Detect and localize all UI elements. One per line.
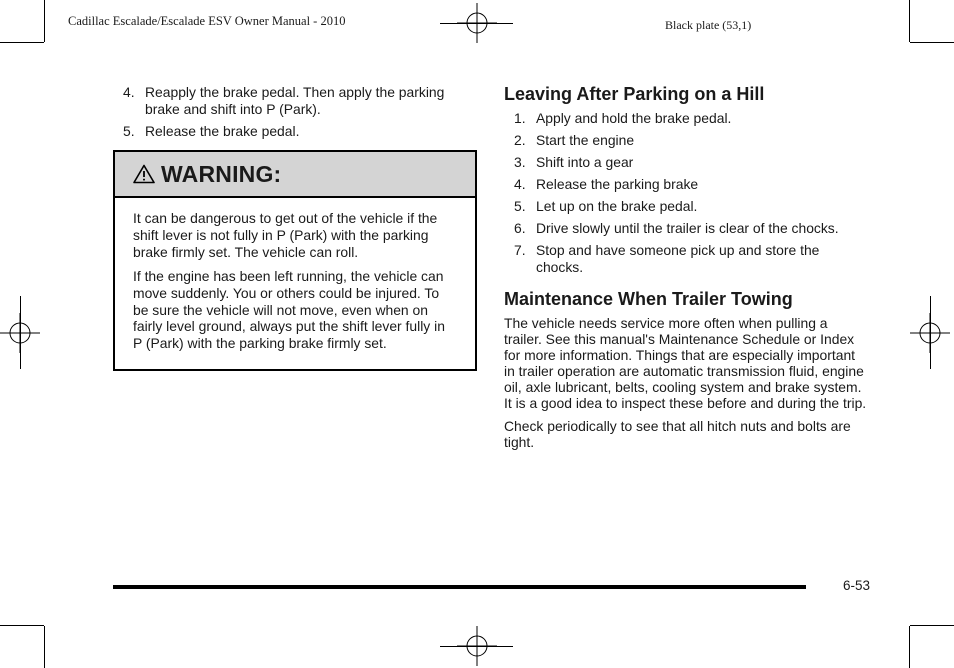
warning-box bbox=[113, 150, 477, 371]
step-number: 7. bbox=[514, 242, 526, 258]
crop-mark-br-h bbox=[910, 625, 954, 626]
left-column bbox=[113, 84, 477, 371]
list-item bbox=[504, 154, 869, 171]
crosshair-left-extension bbox=[20, 296, 21, 369]
crosshair-bottom-extension bbox=[440, 646, 513, 647]
list-item bbox=[504, 132, 869, 149]
page-number: 6-53 bbox=[843, 578, 871, 593]
list-item bbox=[504, 110, 869, 127]
warning-triangle-icon bbox=[133, 164, 155, 184]
crop-mark-bl-v bbox=[44, 626, 45, 668]
step-text: Start the engine bbox=[536, 132, 635, 148]
list-item bbox=[504, 198, 869, 215]
step-number: 1. bbox=[514, 110, 526, 126]
step-text: Release the brake pedal. bbox=[145, 122, 300, 139]
step-number: 6. bbox=[514, 220, 526, 236]
body-paragraph: The vehicle needs service more often when pulling a trailer. See this manual's Maintenance Schedule or Index for more information. Things that are especially important in trailer operation are automatic transmission fluid, engine oil, axle lubricant, belts, cooling system and brake system. It is a good idea to inspect these before and during the trip. bbox=[504, 315, 867, 411]
crop-mark-br-v bbox=[909, 626, 910, 668]
leaving-hill-steps bbox=[504, 110, 869, 275]
step-text: Shift into a gear bbox=[536, 154, 634, 170]
crop-mark-tr-h bbox=[910, 42, 954, 43]
warning-paragraph: It can be dangerous to get out of the vehicle if the shift lever is not fully in P (Park) with the parking brake firmly set. The vehicle can roll. bbox=[133, 210, 438, 260]
step-text: Let up on the brake pedal. bbox=[536, 198, 698, 214]
header-manual-title: Cadillac Escalade/Escalade ESV Owner Manual - 2010 bbox=[68, 14, 346, 28]
step-text: Apply and hold the brake pedal. bbox=[536, 110, 732, 126]
section-heading-trailer-maintenance: Maintenance When Trailer Towing bbox=[504, 289, 793, 309]
crosshair-top-extension bbox=[440, 23, 513, 24]
crosshair-right-extension bbox=[930, 296, 931, 369]
step-number: 4. bbox=[514, 176, 526, 192]
procedure-steps-continued bbox=[113, 84, 477, 139]
right-column bbox=[504, 84, 869, 457]
list-item bbox=[504, 242, 869, 275]
warning-header bbox=[115, 152, 475, 198]
footer-rule bbox=[113, 585, 806, 589]
step-number: 5. bbox=[123, 122, 135, 139]
section-heading-leaving-hill: Leaving After Parking on a Hill bbox=[504, 84, 765, 104]
step-text: Reapply the brake pedal. Then apply the parking brake and shift into P (Park). bbox=[145, 84, 445, 117]
step-number: 5. bbox=[514, 198, 526, 214]
warning-title: WARNING: bbox=[161, 160, 282, 187]
header-plate-info: Black plate (53,1) bbox=[665, 18, 752, 32]
step-text: Release the parking brake bbox=[536, 176, 699, 192]
step-text: Drive slowly until the trailer is clear of the chocks. bbox=[536, 220, 839, 236]
step-number: 2. bbox=[514, 132, 526, 148]
list-item bbox=[113, 84, 477, 117]
crop-mark-tr-v bbox=[909, 0, 910, 42]
step-number: 3. bbox=[514, 154, 526, 170]
step-number: 4. bbox=[123, 84, 135, 100]
warning-paragraph: If the engine has been left running, the vehicle can move suddenly. You or others could be injured. To be sure the vehicle will not move, even when on fairly level ground, always put the shift lever fully in P (Park) with the parking brake firmly set. bbox=[133, 267, 445, 352]
crop-mark-tl-v bbox=[44, 0, 45, 42]
warning-body bbox=[115, 198, 475, 369]
step-text: Stop and have someone pick up and store the chocks. bbox=[536, 242, 820, 275]
list-item bbox=[504, 220, 869, 237]
crop-mark-tl-h bbox=[0, 42, 44, 43]
crop-mark-bl-h bbox=[0, 625, 44, 626]
list-item bbox=[504, 176, 869, 193]
body-paragraph: Check periodically to see that all hitch nuts and bolts are tight. bbox=[504, 418, 851, 450]
list-item bbox=[113, 123, 477, 140]
